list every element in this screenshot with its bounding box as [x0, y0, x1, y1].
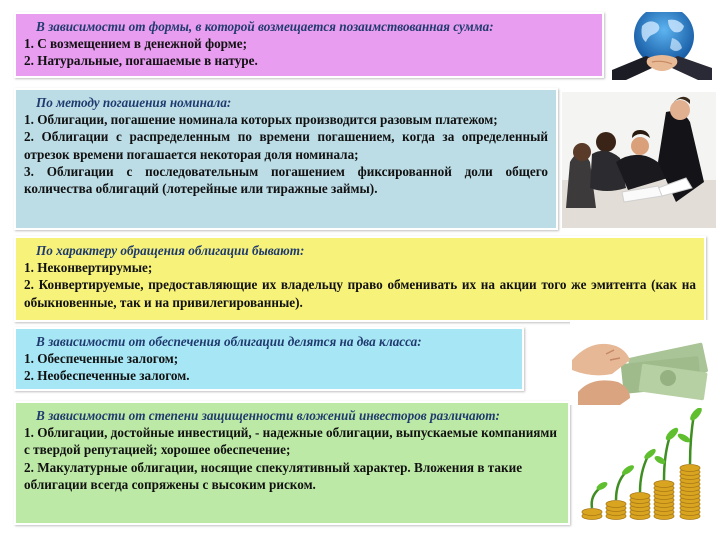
list-item: 1. Обеспеченные залогом; — [24, 351, 179, 367]
list-item: 2. Конвертируемые, предоставляющие их владельцу право обменивать их на акции того же эмитента (как на обыкновенные, так и на привилегированные). — [24, 277, 696, 310]
list-item: 2. Облигации с распределенным по времени погашением, когда за определенный отрезок времени погашается некоторая доля номинала; — [24, 129, 548, 162]
handshake-globe-image — [612, 12, 712, 80]
list-item: 1. Неконвертирумые; — [24, 260, 153, 276]
nominal-repayment-method-block — [14, 88, 558, 230]
block-heading: По характеру обращения облигации бывают: — [36, 243, 305, 258]
list-item: 3. Облигации с последовательным погашением фиксированной доли общего количества облигаций (лотерейные или тиражные займы). — [24, 163, 548, 197]
block-heading: В зависимости от обеспечения облигации делятся на два класса: — [36, 334, 422, 349]
list-item: 2. Необеспеченные залогом. — [24, 368, 190, 384]
list-item: 1. С возмещением в денежной форме; — [24, 36, 248, 52]
investor-protection-block — [14, 401, 570, 525]
list-item: 2. Натуральные, погашаемые в натуре. — [24, 53, 258, 69]
collateral-block — [14, 327, 524, 391]
form-of-repayment-block — [14, 12, 604, 78]
list-item: 2. Макулатурные облигации, носящие спекулятивный характер. Вложения в такие облигации всегда сопряжены с высоким риском. — [24, 459, 523, 492]
block-heading: В зависимости от степени защищенности вложений инвесторов различают: — [36, 408, 500, 423]
circulation-type-block — [14, 236, 706, 322]
list-item: 1. Облигации, достойные инвестиций, - надежные облигации, выпускаемые компаниями с твердой репутацией; хорошее обеспечение; — [24, 425, 558, 458]
growing-coins-image — [580, 408, 712, 526]
block-heading: По методу погашения номинала: — [36, 95, 232, 110]
money-counting-image — [570, 320, 710, 405]
list-item: 1. Облигации, погашение номинала которых производится разовым платежом; — [24, 112, 498, 128]
business-meeting-image — [562, 92, 716, 228]
block-heading: В зависимости от формы, в которой возмещается позаимствованная сумма: — [36, 19, 494, 34]
